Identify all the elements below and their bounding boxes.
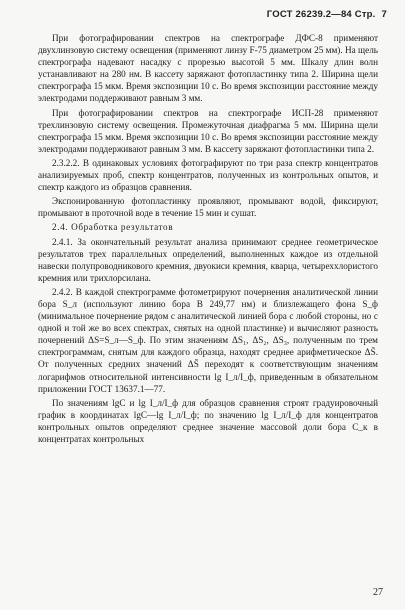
paragraph-2-4-1: 2.4.1. За окончательный результат анализа принимают среднее геометрическое результатов трех параллельных определений, выполненных каждое из отдельной навески полупроводникового кремния, двуокиси кремния, кварца, четыреххлористого кремния или трихлорсилана. (38, 236, 378, 283)
paragraph-exposure: Экспонированную фотопластинку проявляют, промывают водой, фиксируют, промывают в проточной воде в течение 15 мин и сушат. (38, 196, 378, 219)
paragraph-isp28: При фотографировании спектров на спектрографе ИСП-28 применяют трехлинзовую систему освещения. Промежуточная диафрагма 5 мм. Ширина щели спектрографа 15 мкм. Время экспозиции 10 с. Во время экспозиции расстояние между электродами поддерживают равным 3 мм. В кассету заряжают фотопластинки типа 2. (38, 107, 378, 154)
paragraph-2-4-2: 2.4.2. В каждой спектрограмме фотометрируют почернения аналитической линии бора S_л (используют линию бора В 249,77 нм) и близлежащего фона S_ф (минимальное почернение рядом с аналитической линией бора с любой стороны, но с одной и той же во всех спектрах, снятых на одной пластинке) и вычисляют разность почернений ΔS=S_л—S_ф. По этим значениям ΔS₁, ΔS₂, ΔS₃, полученным по трем спектрограммам, снятым для каждого образца, находят среднее арифметическое ΔS̄. От полученных средних значений ΔS̄ переходят к соответствующим значениям логарифмов относительной интенсивности lg I_л/I_ф, приведенным в обязательном приложении ГОСТ 13637.1—77. (38, 286, 378, 394)
paragraph-dfs8: При фотографировании спектров на спектрографе ДФС-8 применяют двухлинзовую систему освещения (применяют линзу F-75 диаметром 25 мм). На щель спектрографа надевают насадку с прорезью высотой 5 мм. Шкалу длин волн устанавливают на 280 нм. В кассету заряжают фотопластинку типа 2. Ширина щели спектрографа 15 мкм. Время экспозиции 10 с. Во время экспозиции расстояние между электродами поддерживают равным 3 мм. (38, 33, 378, 104)
page-header (267, 9, 387, 20)
header-page-number: 7 (381, 9, 387, 20)
section-heading-2-4: 2.4. Обработка результатов (52, 222, 174, 233)
paragraph-calibration: По значениям lgC и lg I_л/I_ф для образцов сравнения строят градуировочный график в координатах lgC—lg I_л/I_ф; по значению lg I_л/I_ф для концентратов контрольных опытов определяют среднее значение массовой доли бора C_к в концентратах контрольных (38, 397, 378, 444)
footer-page-number: 27 (373, 587, 383, 598)
standard-reference: ГОСТ 26239.2—84 Стр. (266, 9, 376, 20)
document-body (38, 32, 378, 447)
paragraph-2-3-2-2: 2.3.2.2. В одинаковых условиях фотографируют по три раза спектр концентратов анализируемых проб, спектр концентратов, полученных из контрольных опытов, и спектр каждого из образцов сравнения. (38, 157, 378, 193)
